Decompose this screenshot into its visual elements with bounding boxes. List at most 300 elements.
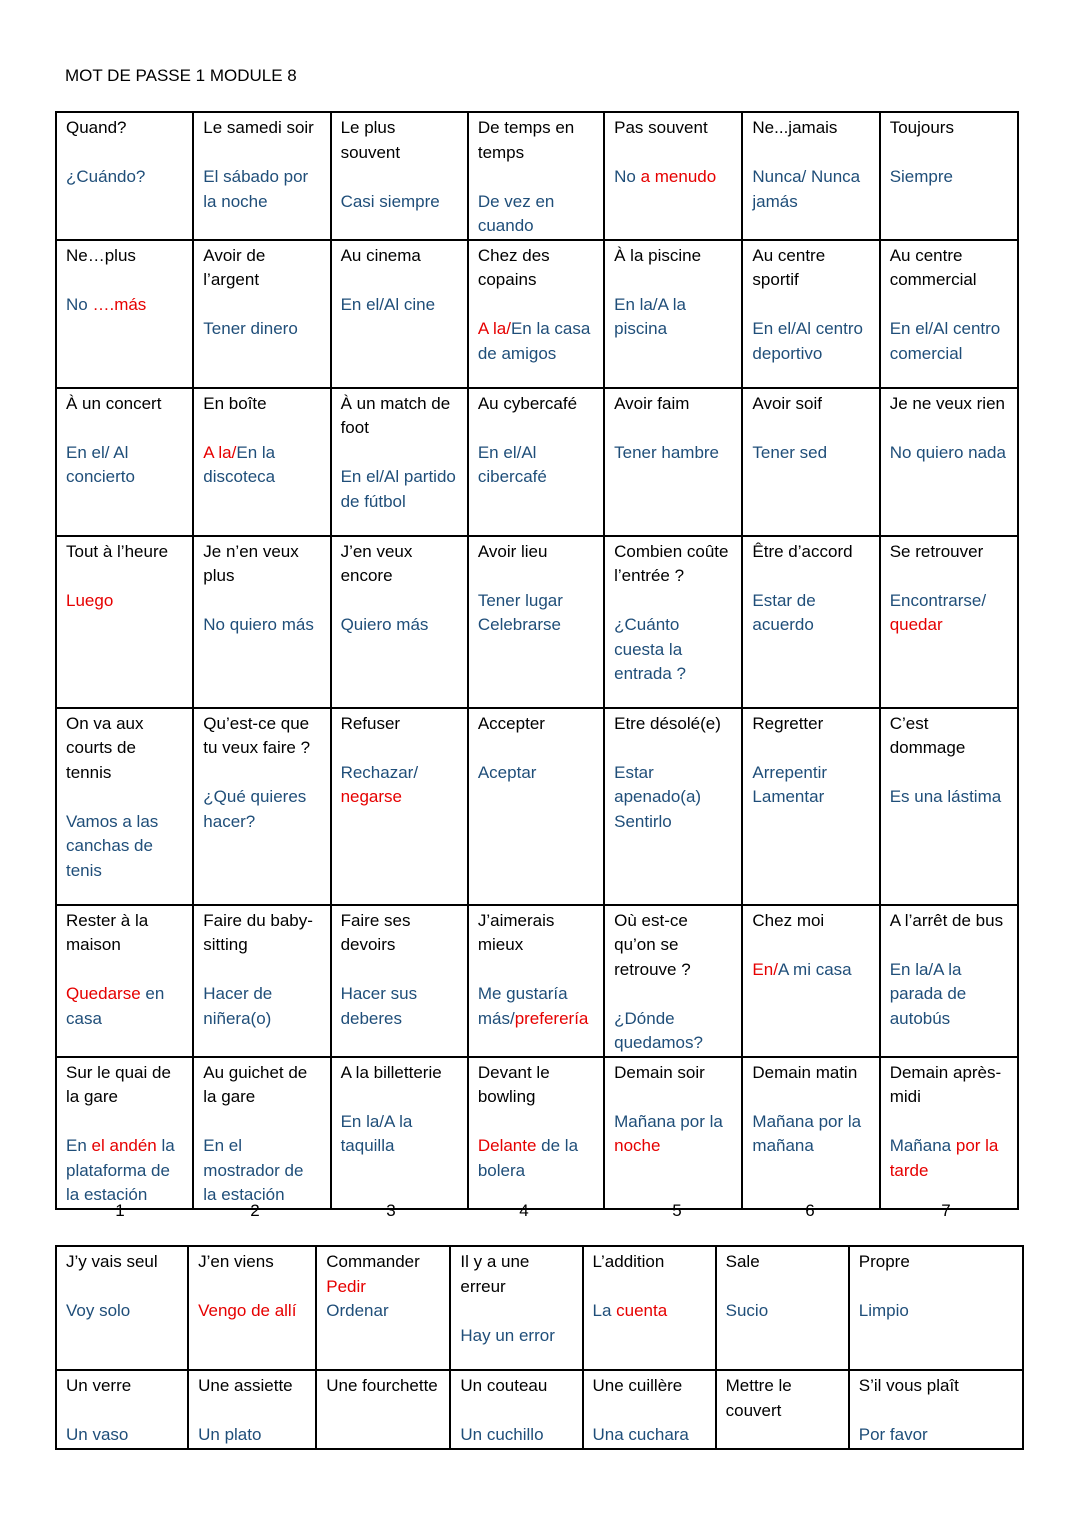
spacer xyxy=(752,736,869,761)
spanish-translation xyxy=(460,1423,572,1448)
spanish-translation xyxy=(203,165,320,214)
translation-word: No xyxy=(66,294,93,314)
column-number: 3 xyxy=(386,1201,396,1220)
table-row xyxy=(56,240,1018,388)
french-term: Au cybercafé xyxy=(477,393,578,413)
spacer xyxy=(593,1399,706,1424)
french-term: Ne...jamais xyxy=(752,118,838,137)
spacer xyxy=(341,736,458,761)
translation-word: Sucio xyxy=(725,1301,769,1320)
french-term: Quand? xyxy=(66,118,127,137)
translation-word: Limpio xyxy=(858,1301,909,1320)
spanish-translation xyxy=(859,1423,1013,1448)
spacer xyxy=(66,1110,183,1135)
spacer xyxy=(614,982,732,1007)
table-row xyxy=(56,1057,1018,1209)
french-term: Qu’est-ce que tu veux faire ? xyxy=(203,713,311,757)
table-row xyxy=(56,1370,1023,1449)
spanish-translation xyxy=(203,317,320,342)
table-cell xyxy=(583,1246,716,1370)
spacer xyxy=(890,293,1008,318)
spacer xyxy=(478,165,594,190)
spacer xyxy=(66,268,183,293)
french-term: A l’arrêt de bus xyxy=(889,910,1004,930)
spacer xyxy=(66,1275,178,1300)
french-term: Une fourchette xyxy=(326,1376,438,1395)
table-cell xyxy=(193,1057,330,1209)
spacer xyxy=(752,1085,869,1110)
french-term: On va aux courts de tennis xyxy=(66,713,144,782)
french-term: À un match de foot xyxy=(340,393,451,437)
translation-word: Ordenar xyxy=(326,1301,389,1320)
spacer xyxy=(203,589,320,614)
spacer xyxy=(198,1399,306,1424)
table-cell xyxy=(450,1370,582,1449)
spacer xyxy=(203,416,320,441)
translation-word: Un cuchillo xyxy=(460,1425,544,1444)
table-cell xyxy=(331,536,468,708)
table-row xyxy=(56,536,1018,708)
spacer xyxy=(66,564,183,589)
spacer xyxy=(752,933,869,958)
spacer xyxy=(890,761,1008,786)
table-cell xyxy=(56,905,193,1057)
spanish-translation xyxy=(203,785,320,834)
french-term: Combien coûte l’entrée ? xyxy=(614,541,729,585)
table-cell xyxy=(56,240,193,388)
spanish-translation xyxy=(890,1134,1008,1183)
table-cell xyxy=(193,240,330,388)
french-term: Le samedi soir xyxy=(203,118,314,137)
spacer xyxy=(341,441,458,466)
spacer xyxy=(614,416,732,441)
table-cell xyxy=(316,1370,450,1449)
spacer xyxy=(752,141,869,166)
highlighted-word: el andén xyxy=(91,1136,157,1155)
french-term: Rester à la maison xyxy=(66,910,149,954)
spanish-translation xyxy=(890,589,1008,638)
highlighted-word: Pedir xyxy=(326,1276,366,1296)
spanish-translation xyxy=(478,441,594,490)
table-cell xyxy=(188,1370,316,1449)
table-cell xyxy=(193,708,330,905)
table-cell xyxy=(604,112,742,240)
table-cell xyxy=(880,240,1018,388)
table-cell xyxy=(742,1057,879,1209)
french-term: Accepter xyxy=(477,713,545,733)
table-cell xyxy=(742,112,879,240)
table-cell xyxy=(468,1057,604,1209)
french-term: J’en veux encore xyxy=(340,541,413,585)
table-row xyxy=(56,112,1018,240)
french-term: En boîte xyxy=(203,393,267,413)
spacer xyxy=(478,416,594,441)
column-number: 4 xyxy=(519,1201,529,1220)
french-term: Être d’accord xyxy=(752,541,853,561)
table-cell xyxy=(583,1370,716,1449)
spanish-translation xyxy=(341,982,458,1031)
highlighted-word: negarse xyxy=(340,787,402,806)
french-term: Mettre le couvert xyxy=(725,1376,792,1420)
column-number: 1 xyxy=(115,1201,125,1220)
highlighted-word: Quedarse xyxy=(66,984,141,1003)
spanish-translation xyxy=(752,441,869,466)
table-cell xyxy=(742,240,879,388)
translation-word: ¿Cuándo? xyxy=(66,167,146,186)
french-term: Il y a une erreur xyxy=(460,1252,530,1296)
table-cell xyxy=(331,112,468,240)
translation-word: Mañana xyxy=(889,1136,956,1155)
spacer xyxy=(203,761,320,786)
french-term: Regretter xyxy=(752,713,824,733)
translation-word: En la/A la piscina xyxy=(614,294,686,338)
french-term: L’addition xyxy=(592,1252,665,1271)
translation-word: Tener dinero xyxy=(203,319,298,338)
french-term: Demain après-midi xyxy=(889,1062,1002,1106)
table-cell xyxy=(742,708,879,905)
table-cell xyxy=(604,905,742,1057)
table-cell xyxy=(604,388,742,536)
french-term: Je n’en veux plus xyxy=(203,541,299,585)
french-term: À la piscine xyxy=(614,245,702,265)
spacer xyxy=(341,268,458,293)
column-numbers xyxy=(55,1201,1019,1225)
table-cell xyxy=(56,388,193,536)
translation-word: La xyxy=(592,1301,617,1320)
spanish-translation xyxy=(614,1110,732,1159)
table-cell xyxy=(56,708,193,905)
french-term: Toujours xyxy=(889,118,954,137)
table-cell xyxy=(849,1370,1023,1449)
spanish-translation xyxy=(890,785,1008,810)
translation-word: No xyxy=(614,167,641,186)
spacer xyxy=(66,1399,178,1424)
highlighted-word: quedar xyxy=(889,615,943,634)
table-cell xyxy=(742,388,879,536)
table-cell xyxy=(56,112,193,240)
document-title: MOT DE PASSE 1 MODULE 8 xyxy=(65,66,297,85)
translation-word: En la discoteca xyxy=(203,442,276,486)
spacer xyxy=(341,165,458,190)
spacer xyxy=(460,1399,572,1424)
table-cell xyxy=(880,905,1018,1057)
spacer xyxy=(752,564,869,589)
french-term: Refuser xyxy=(340,713,401,733)
french-term: Tout à l’heure xyxy=(66,541,169,561)
french-term: Au centre sportif xyxy=(752,245,826,289)
translation-word: Hay un error xyxy=(460,1325,555,1345)
spacer xyxy=(66,785,183,810)
translation-word: Voy solo xyxy=(66,1301,131,1320)
translation-word: Tener lugar Celebrarse xyxy=(477,590,563,634)
french-term: J’aimerais mieux xyxy=(477,910,555,954)
table-cell xyxy=(316,1246,450,1370)
spanish-translation xyxy=(341,190,458,215)
column-number: 6 xyxy=(805,1201,815,1220)
highlighted-word: noche xyxy=(614,1136,661,1155)
spanish-translation xyxy=(890,317,1008,366)
table-cell xyxy=(331,240,468,388)
spanish-translation xyxy=(341,1110,458,1159)
spacer xyxy=(66,416,183,441)
table-cell xyxy=(450,1246,582,1370)
table-cell xyxy=(468,112,604,240)
table-cell xyxy=(468,536,604,708)
translation-word: Hacer de niñera(o) xyxy=(203,984,273,1028)
spacer xyxy=(203,293,320,318)
translation-word: Una cuchara xyxy=(592,1425,689,1444)
spacer xyxy=(203,141,320,166)
translation-word: Encontrarse/ xyxy=(889,590,987,610)
highlighted-word: a menudo xyxy=(640,167,717,186)
spanish-translation xyxy=(66,810,183,884)
translation-word: Vamos a las canchas de tenis xyxy=(66,811,159,880)
french-term: Propre xyxy=(858,1252,910,1271)
spacer xyxy=(341,589,458,614)
table-cell xyxy=(193,112,330,240)
spacer xyxy=(726,1275,839,1300)
french-term: Au cinema xyxy=(340,245,421,265)
translation-word: Casi siempre xyxy=(340,191,440,211)
table-cell xyxy=(193,536,330,708)
table-cell xyxy=(193,388,330,536)
translation-word: No quiero más xyxy=(203,615,314,634)
translation-word: En el/Al cibercafé xyxy=(477,442,547,486)
table-cell xyxy=(188,1246,316,1370)
spanish-translation xyxy=(478,761,594,786)
table-cell xyxy=(331,708,468,905)
spanish-translation xyxy=(198,1423,306,1448)
french-term: De temps en temps xyxy=(477,118,575,162)
translation-word: de la bolera xyxy=(477,1136,579,1180)
spacer xyxy=(890,1110,1008,1135)
french-term: Je ne veux rien xyxy=(889,393,1005,413)
highlighted-word: cuenta xyxy=(616,1301,668,1320)
table-cell xyxy=(604,536,742,708)
translation-word: Tener hambre xyxy=(614,442,720,462)
table-cell xyxy=(468,388,604,536)
translation-word: Hacer sus deberes xyxy=(340,984,418,1028)
spanish-translation xyxy=(890,958,1008,1032)
table-cell xyxy=(880,1057,1018,1209)
highlighted-word: En/ xyxy=(752,959,778,979)
translation-word: Rechazar/ xyxy=(340,762,419,782)
spanish-translation xyxy=(478,1134,594,1183)
highlighted-word: ….más xyxy=(92,294,147,314)
spacer xyxy=(198,1275,306,1300)
french-term: Sur le quai de la gare xyxy=(66,1062,171,1106)
highlighted-word: A la/ xyxy=(477,319,511,338)
spacer xyxy=(890,933,1008,958)
spacer xyxy=(890,416,1008,441)
spanish-translation xyxy=(66,982,183,1031)
table-cell xyxy=(331,905,468,1057)
translation-word: Estar apenado(a) Sentirlo xyxy=(614,762,702,831)
spanish-translation xyxy=(752,1110,869,1159)
spacer xyxy=(66,141,183,166)
spanish-translation xyxy=(66,589,183,614)
translation-word: En el mostrador de la estación xyxy=(203,1136,304,1204)
column-number: 2 xyxy=(250,1201,260,1220)
translation-word: En la/A la parada de autobús xyxy=(889,959,967,1028)
spanish-translation xyxy=(614,293,732,342)
table-cell xyxy=(880,708,1018,905)
spanish-translation xyxy=(726,1299,839,1324)
highlighted-word: Luego xyxy=(66,590,114,610)
spanish-translation xyxy=(203,982,320,1031)
column-number: 7 xyxy=(941,1201,951,1220)
spacer xyxy=(478,1110,594,1135)
table-cell xyxy=(604,1057,742,1209)
translation-word: Por favor xyxy=(858,1425,928,1444)
column-number: 5 xyxy=(672,1201,682,1220)
translation-word: El sábado por la noche xyxy=(203,167,309,211)
spacer xyxy=(478,958,594,983)
spanish-translation xyxy=(66,293,183,318)
spanish-translation xyxy=(614,1007,732,1056)
table-cell xyxy=(331,1057,468,1209)
french-term: Sale xyxy=(725,1252,760,1271)
spanish-translation xyxy=(460,1324,572,1349)
spanish-translation xyxy=(890,441,1008,466)
french-term: A la billetterie xyxy=(340,1062,442,1082)
spacer xyxy=(203,1110,320,1135)
spanish-translation xyxy=(66,1423,178,1448)
spacer xyxy=(614,268,732,293)
translation-word: Nunca/ Nunca jamás xyxy=(752,167,861,211)
spanish-translation xyxy=(478,190,594,239)
highlighted-word: Delante xyxy=(477,1136,537,1155)
table-cell xyxy=(716,1370,849,1449)
translation-word: Siempre xyxy=(889,167,953,186)
translation-word: Me gustaría más/ xyxy=(477,984,568,1028)
french-term: Une cuillère xyxy=(592,1376,683,1395)
spanish-translation xyxy=(614,761,732,835)
spanish-translation xyxy=(614,165,732,190)
translation-word: Un vaso xyxy=(66,1425,129,1444)
table-cell xyxy=(849,1246,1023,1370)
spacer xyxy=(890,141,1008,166)
french-term: Où est-ce qu’on se retrouve ? xyxy=(614,910,691,979)
translation-word: ¿Dónde quedamos? xyxy=(614,1008,703,1052)
spacer xyxy=(614,589,732,614)
translation-word: Mañana por la mañana xyxy=(752,1111,862,1155)
vocabulary-table-restaurant xyxy=(55,1245,1024,1450)
french-term: J’en viens xyxy=(198,1252,274,1271)
spanish-translation xyxy=(478,317,594,366)
french-term: Une assiette xyxy=(198,1376,293,1395)
spanish-translation xyxy=(203,1134,320,1208)
table-cell xyxy=(331,388,468,536)
table-cell xyxy=(604,240,742,388)
french-term: Etre désolé(e) xyxy=(614,713,721,733)
spacer xyxy=(478,736,594,761)
french-term: Chez moi xyxy=(752,910,825,930)
spacer xyxy=(614,736,732,761)
french-term: Le plus souvent xyxy=(340,118,401,162)
translation-word: Estar de acuerdo xyxy=(752,590,816,634)
spanish-translation xyxy=(752,589,869,638)
spanish-translation xyxy=(614,613,732,687)
translation-word: En xyxy=(66,1136,92,1155)
french-term: Se retrouver xyxy=(889,541,984,561)
translation-word: De vez en cuando xyxy=(477,191,555,235)
spacer xyxy=(859,1399,1013,1424)
french-term: S’il vous plaît xyxy=(858,1376,959,1395)
table-cell xyxy=(742,905,879,1057)
spanish-translation xyxy=(66,165,183,190)
translation-word: En la/A la taquilla xyxy=(340,1111,413,1155)
table-cell xyxy=(604,708,742,905)
french-term: Chez des copains xyxy=(477,245,550,289)
spacer xyxy=(890,564,1008,589)
french-term: Commander xyxy=(326,1252,420,1271)
table-cell xyxy=(56,536,193,708)
french-term: Faire du baby-sitting xyxy=(203,910,313,954)
table-row xyxy=(56,905,1018,1057)
spanish-translation xyxy=(593,1299,706,1324)
table-cell xyxy=(468,905,604,1057)
french-term: Demain soir xyxy=(614,1062,705,1082)
highlighted-word: preferería xyxy=(514,1008,589,1028)
spanish-translation xyxy=(66,441,183,490)
spanish-translation xyxy=(859,1299,1013,1324)
table-cell xyxy=(742,536,879,708)
table-cell xyxy=(716,1246,849,1370)
french-term: Avoir lieu xyxy=(477,541,548,561)
table-row xyxy=(56,1246,1023,1370)
spacer xyxy=(859,1275,1013,1300)
table-cell xyxy=(880,112,1018,240)
translation-word: En la casa de amigos xyxy=(477,319,591,363)
french-term: À un concert xyxy=(66,393,162,413)
spacer xyxy=(614,141,732,166)
french-term: Avoir de l’argent xyxy=(203,245,266,289)
translation-word: la plataforma de la estación xyxy=(66,1136,175,1204)
french-term: C’est dommage xyxy=(889,713,966,757)
french-term: Avoir faim xyxy=(614,393,690,413)
translation-word: Un plato xyxy=(198,1425,262,1444)
highlighted-word: Vengo de allí xyxy=(198,1301,297,1320)
translation-word: En el/Al cine xyxy=(340,294,436,314)
translation-word: En el/ Al concierto xyxy=(66,442,135,486)
spanish-translation xyxy=(341,465,458,514)
french-term: Un verre xyxy=(66,1376,132,1395)
spacer xyxy=(341,958,458,983)
french-term: Pas souvent xyxy=(614,118,708,137)
spanish-translation xyxy=(478,589,594,638)
table-cell xyxy=(56,1246,188,1370)
spacer xyxy=(341,1085,458,1110)
vocabulary-table-main xyxy=(55,111,1019,1210)
table-cell xyxy=(56,1370,188,1449)
spanish-translation xyxy=(752,165,869,214)
translation-word: Arrepentir Lamentar xyxy=(752,762,828,806)
spanish-translation xyxy=(203,613,320,638)
translation-word: A mi casa xyxy=(777,959,852,979)
spacer xyxy=(752,416,869,441)
spanish-translation xyxy=(341,613,458,638)
translation-word: Tener sed xyxy=(752,442,828,462)
spacer xyxy=(593,1275,706,1300)
spanish-translation xyxy=(326,1275,440,1324)
french-term: Faire ses devoirs xyxy=(340,910,411,954)
french-term: Un couteau xyxy=(460,1376,548,1395)
spanish-translation xyxy=(478,982,594,1031)
spanish-translation xyxy=(593,1423,706,1448)
spanish-translation xyxy=(614,441,732,466)
french-term: Au centre commercial xyxy=(889,245,977,289)
